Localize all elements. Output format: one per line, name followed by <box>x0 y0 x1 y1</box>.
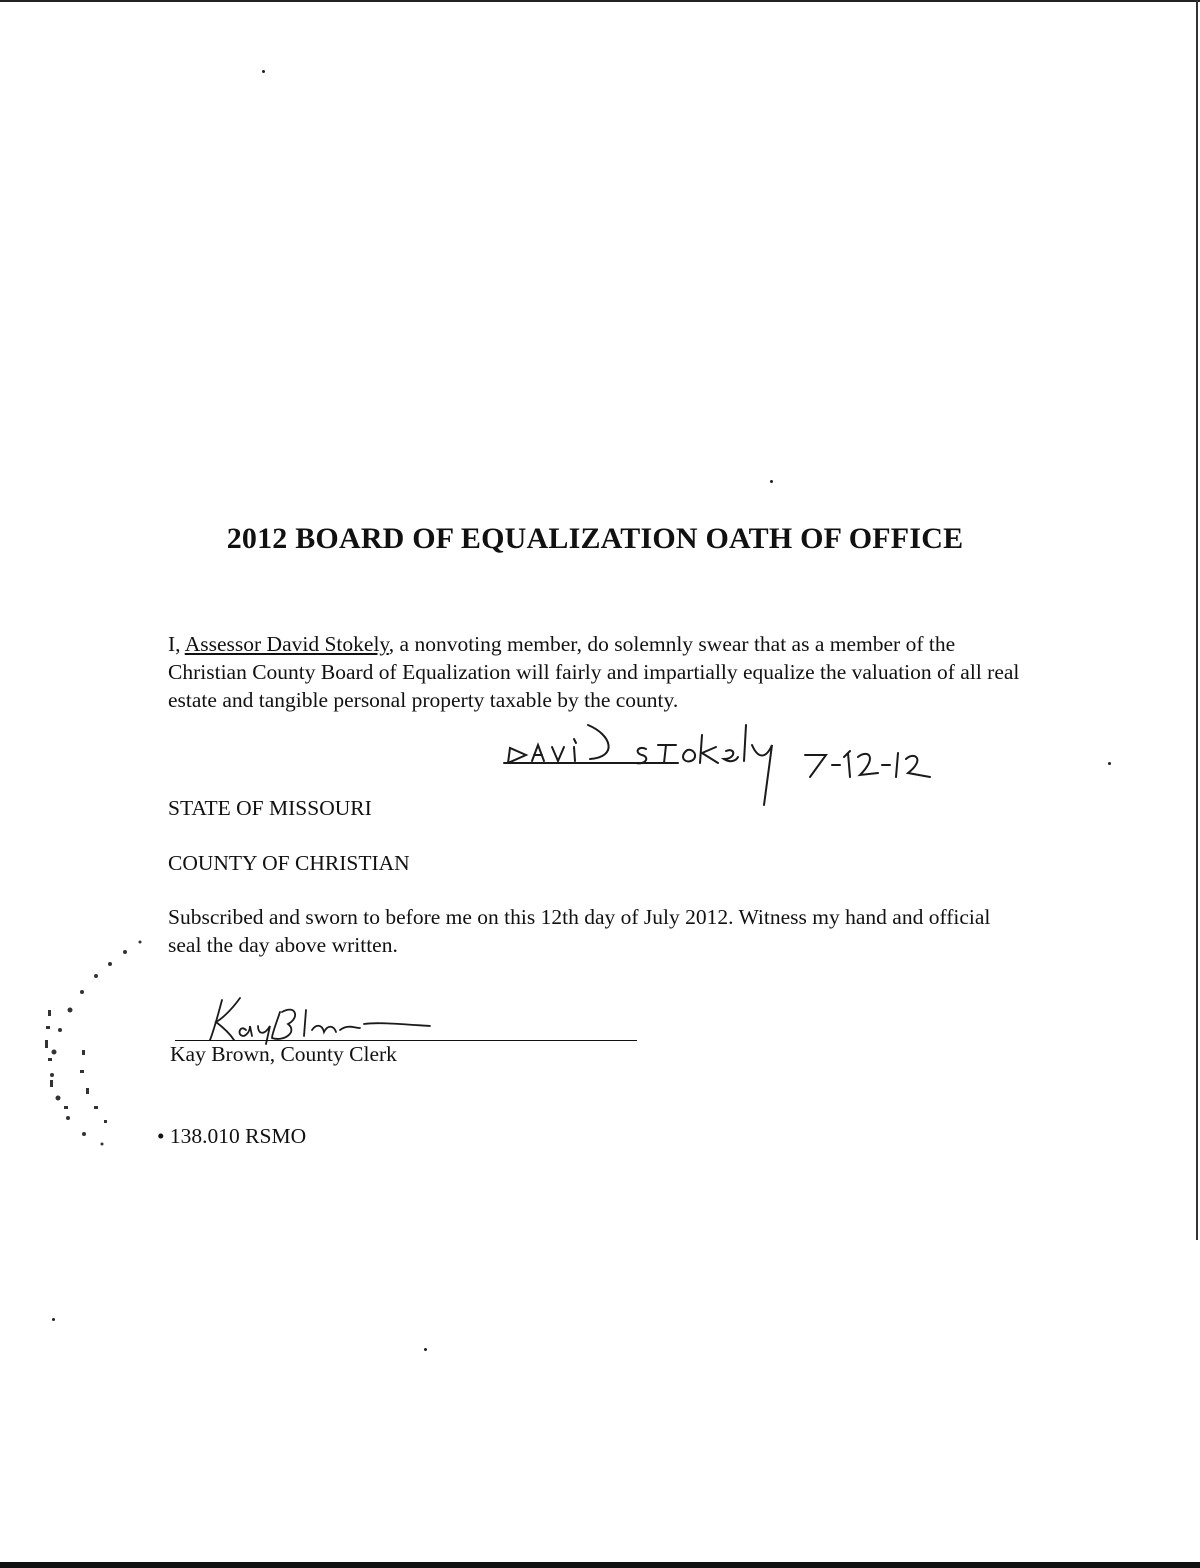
county-seal-impression <box>30 930 160 1150</box>
oath-member-name: Assessor David Stokely <box>184 632 389 656</box>
scan-speck <box>770 480 773 483</box>
county-label: COUNTY OF CHRISTIAN <box>168 851 410 875</box>
clerk-name-title: Kay Brown, County Clerk <box>170 1042 397 1066</box>
oath-paragraph <box>168 630 1028 714</box>
scan-speck <box>262 70 265 73</box>
scan-edge-top <box>0 0 1200 6</box>
scan-speck <box>52 1318 55 1321</box>
scan-speck <box>424 1348 427 1351</box>
scan-edge-right <box>1196 0 1198 1240</box>
state-label: STATE OF MISSOURI <box>168 796 372 820</box>
scan-edge-bottom <box>0 1562 1200 1568</box>
sworn-statement: Subscribed and sworn to before me on this 12th day of July 2012. Witness my hand and official seal the day above written. <box>168 905 991 957</box>
signature-kay-brown <box>200 990 440 1045</box>
statute-reference: • 138.010 RSMO <box>157 1124 307 1148</box>
signature-david-stokely <box>490 715 990 810</box>
clerk-signature-line <box>175 1040 637 1041</box>
document-title: 2012 BOARD OF EQUALIZATION OATH OF OFFICE <box>226 522 964 555</box>
oath-prefix: I, <box>168 632 185 656</box>
oath-text: , a nonvoting member, do solemnly swear that as a member of the Christian County Board of Equalization will fairly and impartially equalize the valuation of all real estate and tangible personal property taxable by the county. <box>168 632 1020 712</box>
scan-speck <box>1108 762 1111 765</box>
